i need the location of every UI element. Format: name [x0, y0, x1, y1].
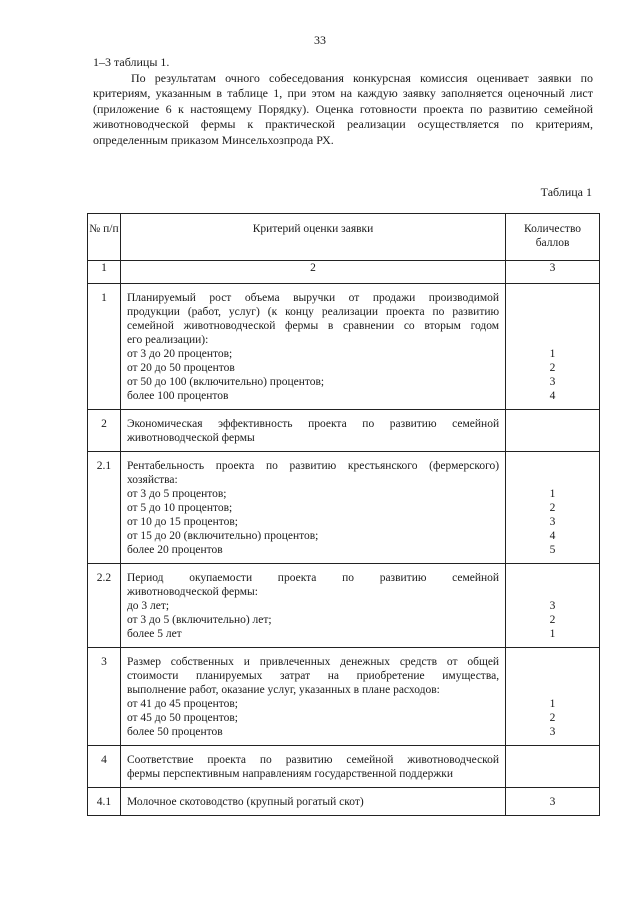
row-number: 2 — [88, 410, 121, 452]
header-criterion: Критерий оценки заявки — [120, 214, 505, 261]
criterion-option: более 5 лет — [126, 628, 182, 640]
criterion-text: животноводческой фермы — [126, 432, 255, 444]
criterion-text: животноводческой фермы: — [126, 586, 258, 598]
table-index-row — [88, 261, 600, 284]
table-row — [88, 284, 600, 410]
points-value: 3 — [549, 600, 556, 612]
points-cell — [506, 564, 600, 648]
row-number: 3 — [88, 648, 121, 746]
row-number: 4.1 — [88, 788, 121, 816]
index-cell: 3 — [506, 261, 600, 284]
criterion-text: Планируемый рост объема выручки от продажи производимой — [126, 292, 500, 304]
index-cell: 2 — [120, 261, 505, 284]
points-value: 2 — [549, 614, 556, 626]
table-header-row — [88, 214, 600, 261]
intro-paragraph: По результатам очного собеседования конкурсная комиссия оценивает заявки по критериям, указанным в таблице 1, при этом на каждую заявку заполняется оценочный лист (приложение 6 к настоящему Порядку). Оценка готовности проекта по развитию семейной животноводческой фермы к практической реализации осуществляется по критериям, определенным приказом Минсельхозпрода РХ. — [93, 70, 593, 147]
criterion-text: Экономическая эффективность проекта по развитию семейной — [126, 418, 500, 430]
row-number: 4 — [88, 746, 121, 788]
criterion-text: Размер собственных и привлеченных денежных средств от общей — [126, 656, 500, 668]
criterion-text: Рентабельность проекта по развитию крестьянского (фермерского) — [126, 460, 500, 472]
criterion-cell — [120, 284, 505, 410]
criterion-cell — [120, 452, 505, 564]
row-number: 2.2 — [88, 564, 121, 648]
table-row — [88, 746, 600, 788]
criterion-text: Молочное скотоводство (крупный рогатый скот) — [126, 796, 364, 808]
row-number: 1 — [88, 284, 121, 410]
header-num: № п/п — [88, 214, 121, 261]
criterion-option: от 10 до 15 процентов; — [126, 516, 238, 528]
criterion-text: хозяйства: — [126, 474, 178, 486]
criterion-text: семейной животноводческой фермы в сравнении со вторым годом — [126, 320, 500, 332]
table-row — [88, 648, 600, 746]
points-cell — [506, 452, 600, 564]
points-cell — [506, 788, 600, 816]
criterion-option: от 20 до 50 процентов — [126, 362, 235, 374]
points-value: 3 — [549, 796, 556, 808]
intro-text — [93, 55, 593, 148]
page-number: 33 — [314, 33, 326, 47]
criterion-option: от 3 до 20 процентов; — [126, 348, 233, 360]
criterion-text: фермы перспективным направлениям государственной поддержки — [126, 768, 454, 780]
criterion-text: стоимости планируемых затрат на приобретение имущества, — [126, 670, 500, 682]
points-value: 2 — [549, 712, 556, 724]
criterion-text: продукции (работ, услуг) (к концу реализации проекта по развитию — [126, 306, 500, 318]
index-cell: 1 — [88, 261, 121, 284]
points-value: 2 — [549, 502, 556, 514]
criterion-option: более 50 процентов — [126, 726, 223, 738]
criterion-text: выполнение работ, оказание услуг, указанных в плане расходов: — [126, 684, 440, 696]
criterion-cell — [120, 410, 505, 452]
points-value: 3 — [549, 376, 556, 388]
points-cell — [506, 410, 600, 452]
points-value: 1 — [549, 698, 556, 710]
criterion-option: до 3 лет; — [126, 600, 170, 612]
points-value: 1 — [549, 348, 556, 360]
points-value: 3 — [549, 516, 556, 528]
points-cell — [506, 648, 600, 746]
criterion-option: от 3 до 5 (включительно) лет; — [126, 614, 272, 626]
criterion-text: Период окупаемости проекта по развитию семейной — [126, 572, 500, 584]
points-value: 1 — [549, 628, 556, 640]
criterion-cell — [120, 564, 505, 648]
points-value: 4 — [549, 390, 556, 402]
criterion-option: от 15 до 20 (включительно) процентов; — [126, 530, 319, 542]
table-row — [88, 564, 600, 648]
criterion-cell — [120, 746, 505, 788]
table-caption: Таблица 1 — [540, 185, 592, 199]
criterion-cell — [120, 788, 505, 816]
points-value: 4 — [549, 530, 556, 542]
criterion-option: более 20 процентов — [126, 544, 223, 556]
criterion-text: его реализации): — [126, 334, 209, 346]
points-cell — [506, 746, 600, 788]
points-cell — [506, 284, 600, 410]
criteria-table — [87, 213, 600, 816]
row-number: 2.1 — [88, 452, 121, 564]
criterion-cell — [120, 648, 505, 746]
points-value: 1 — [549, 488, 556, 500]
criterion-option: от 3 до 5 процентов; — [126, 488, 227, 500]
criterion-option: от 5 до 10 процентов; — [126, 502, 233, 514]
criterion-option: от 45 до 50 процентов; — [126, 712, 238, 724]
criterion-text: Соответствие проекта по развитию семейной животноводческой — [126, 754, 500, 766]
points-value: 5 — [549, 544, 556, 556]
table-row — [88, 410, 600, 452]
intro-continuation: 1–3 таблицы 1. — [93, 55, 170, 69]
header-points: Количество баллов — [506, 214, 600, 261]
table-row — [88, 788, 600, 816]
points-value: 3 — [549, 726, 556, 738]
table-row — [88, 452, 600, 564]
criterion-option: от 41 до 45 процентов; — [126, 698, 238, 710]
points-value: 2 — [549, 362, 556, 374]
criterion-option: от 50 до 100 (включительно) процентов; — [126, 376, 325, 388]
criterion-option: более 100 процентов — [126, 390, 229, 402]
